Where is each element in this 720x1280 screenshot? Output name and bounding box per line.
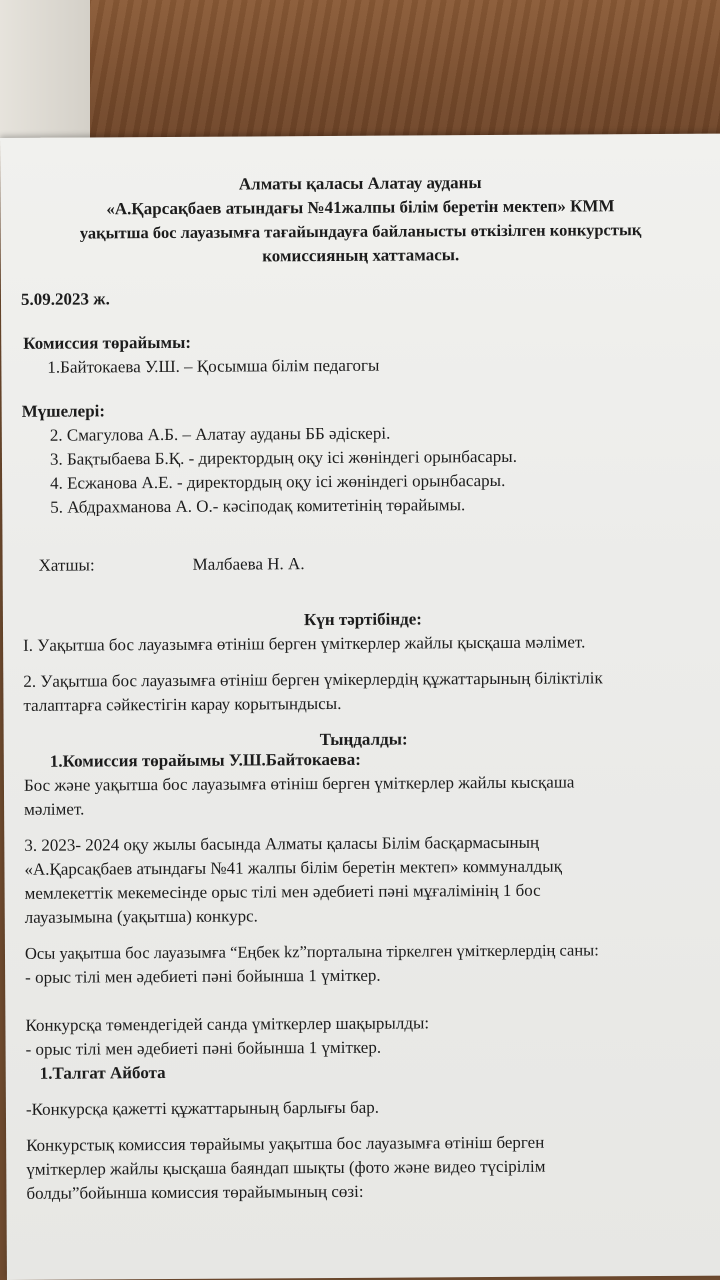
speaker-heading: 1.Комиссия төрайымы У.Ш.Байтокаева: <box>49 749 361 771</box>
paragraph-line: Конкурсқа төмендегідей санда үміткерлер шақырылды: <box>25 1013 430 1035</box>
member-item: 4. Есжанова А.Е. - директордың оқу ісі жөніндегі орынбасары. <box>50 470 506 493</box>
paragraph-line: болды”бойынша комиссия төрайымының сөзі: <box>26 1181 364 1203</box>
agenda-item-2-line-1: 2. Уақытша бос лауазымға өтініш берген үмікерлердің құжаттарының біліктілік <box>23 668 603 691</box>
paragraph-line: - орыс тілі мен әдебиеті пәні бойынша 1 үміткер. <box>25 965 381 987</box>
paragraph-line: «А.Қарсақбаев атындағы №41 жалпы білім беретін мектеп» коммуналдық <box>24 856 563 879</box>
header-line-protocol: комиссияның хаттамасы. <box>262 245 460 266</box>
heard-heading: Тыңдалды: <box>319 729 408 750</box>
agenda-heading: Күн тәртібінде: <box>303 609 422 630</box>
member-item: 5. Абдрахманова А. О.- кәсіподақ комитетінің төрайымы. <box>50 495 466 517</box>
candidate-name: 1.Талгат Айбота <box>39 1063 166 1083</box>
paragraph-line: Осы уақытша бос лауазымға “Еңбек kz”порталына тіркелген үміткерлердің саны: <box>24 940 599 963</box>
paragraph-line: Бос және уақытша бос лауазымға өтініш берген үміткерлер жайлы кысқаша <box>23 772 575 795</box>
paragraph-line: Конкурстық комиссия төрайымы уақытша бос лауазымға өтініш берген <box>26 1132 545 1155</box>
header-line-district: Алматы қаласы Алатау ауданы <box>238 173 482 194</box>
header-line-purpose: уақытша бос лауазымға тағайындауға байланысты өткізілген конкурстық <box>79 220 642 243</box>
agenda-item-1: I. Уақытша бос лауазымға өтініш берген үміткерлер жайлы қысқаша мәлімет. <box>23 632 586 655</box>
agenda-item-2-line-2: талаптарға сәйкестігін карау корытындысы. <box>23 693 342 715</box>
members-heading: Мүшелері: <box>21 401 106 421</box>
document-page <box>0 134 720 1280</box>
paragraph-line: - орыс тілі мен әдебиеті пәні бойынша 1 үміткер. <box>25 1037 382 1059</box>
secretary-name: Малбаева Н. А. <box>192 554 305 574</box>
paragraph-line: үміткерлер жайлы қысқаша баяндап шықты (фото және видео түсірілім <box>26 1156 546 1179</box>
paragraph-line: лауазымына (уақытша) конкурс. <box>24 906 258 927</box>
document-date: 5.09.2023 ж. <box>20 289 110 309</box>
member-item: 2. Смагулова А.Б. – Алатау ауданы ББ әдіскері. <box>49 423 391 445</box>
paragraph-line: -Конкурсқа қажетті құжаттарының барлығы бар. <box>25 1097 380 1119</box>
member-item: 3. Бақтыбаева Б.Қ. - директордың оқу ісі жөніндегі орынбасары. <box>49 446 518 469</box>
header-line-school: «А.Қарсақбаев атындағы №41жалпы білім беретін мектеп» КММ <box>106 196 615 219</box>
paragraph-line: 3. 2023- 2024 оқу жылы басында Алматы қаласы Білім басқармасының <box>24 832 540 855</box>
secretary-label: Хатшы: <box>38 555 95 575</box>
chair-heading: Комиссия төрайымы: <box>23 332 192 353</box>
wall-corner-background <box>0 0 90 140</box>
paragraph-line: мәлімет. <box>24 799 85 819</box>
wooden-table-background <box>0 0 720 150</box>
paragraph-line: мемлекеттік мекемесінде орыс тілі мен әдебиеті пәні мұғалімінің 1 бос <box>24 880 541 903</box>
chair-entry: 1.Байтокаева У.Ш. – Қосымша білім педагогы <box>47 355 380 377</box>
